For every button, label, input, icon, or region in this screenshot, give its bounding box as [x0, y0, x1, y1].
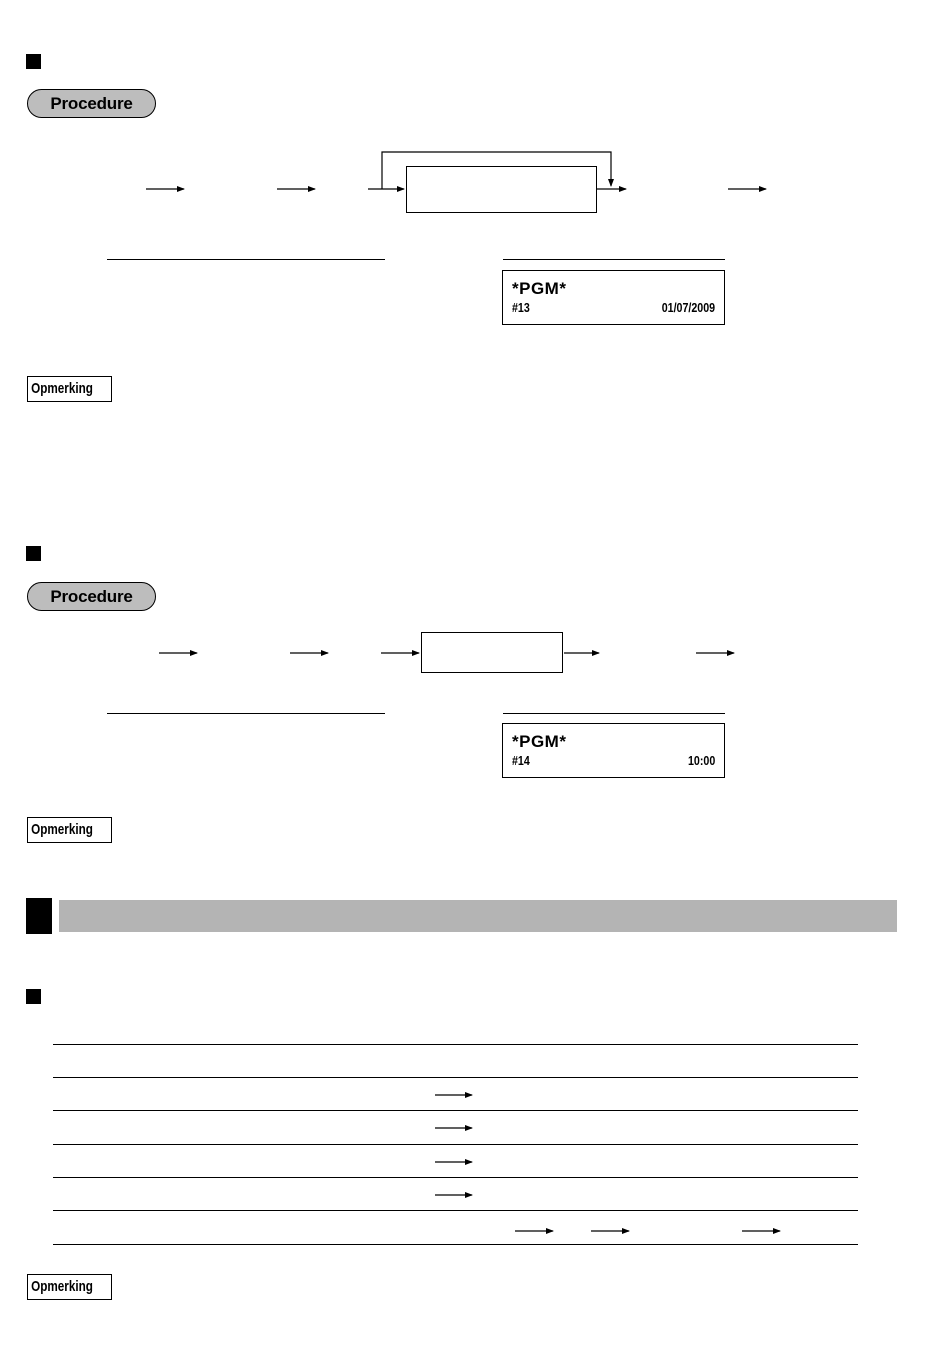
loop-back-arrow-icon [382, 152, 611, 189]
receipt-date: 01/07/2009 [661, 300, 715, 315]
receipt-header: *PGM* [512, 732, 567, 751]
receipt-number: #14 [512, 753, 530, 768]
receipt-header: *PGM* [512, 279, 567, 298]
note-text: Opmerking [31, 821, 93, 838]
receipt-time: 10:00 [687, 753, 715, 768]
note-text: Opmerking [31, 1278, 93, 1295]
receipt-number: #13 [512, 300, 530, 315]
procedure-badge-2: Procedure [27, 582, 156, 611]
procedure-badge-1: Procedure [27, 89, 156, 118]
note-text: Opmerking [31, 380, 93, 397]
